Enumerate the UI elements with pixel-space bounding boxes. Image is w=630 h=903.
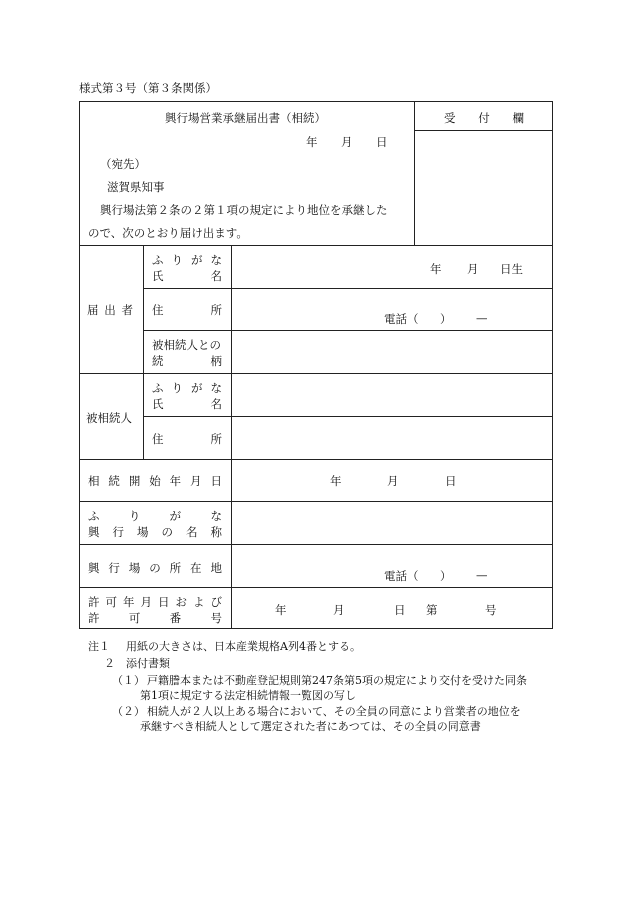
notifier-phone-label: 電話（: [384, 312, 419, 326]
venue-phone-label: 電話（: [384, 569, 419, 583]
notifier-birth-month: 月: [467, 262, 479, 276]
note-2-1-line-1: 戸籍謄本または不動産登記規則第247条第5項の規定により交付を受けた同条: [147, 674, 527, 687]
notifier-relation-line-1: 被相続人との: [152, 338, 221, 352]
note-2-2-marker: （２）: [112, 705, 145, 718]
venue-location-label: 興 行 場 の 所 在 地: [88, 561, 222, 575]
statement-line-2: ので、次のとおり届け出ます。: [88, 226, 248, 240]
venue-phone-close: ）: [440, 569, 452, 583]
permit-year: 年: [275, 603, 287, 617]
notifier-address-label: 住 所: [152, 303, 222, 317]
decedent-address-label: 住 所: [152, 432, 222, 446]
date-day: 日: [376, 135, 388, 149]
inheritance-start-month: 月: [387, 474, 399, 488]
note-2-marker: ２: [104, 657, 115, 670]
notifier-phone-close: ）: [440, 312, 452, 326]
statement-line-1: 興行場法第２条の２第１項の規定により地位を承継した: [100, 203, 388, 217]
decedent-group-label: 被相続人: [86, 411, 132, 425]
decedent-furigana-label: ふ り が な: [152, 381, 222, 395]
form-number: 様式第３号（第３条関係）: [79, 81, 217, 95]
note-2-1-marker: （１）: [112, 674, 145, 687]
inheritance-start-year: 年: [330, 474, 342, 488]
note-2-text: 添付書類: [126, 657, 170, 670]
decedent-name-label: 氏 名: [152, 397, 222, 411]
notifier-phone-dash: —: [476, 311, 488, 325]
date-month: 月: [341, 135, 353, 149]
inheritance-start-label: 相 続 開 始 年 月 日: [88, 474, 222, 488]
table-left-border: [79, 101, 80, 629]
note-1-marker: 注１: [88, 640, 110, 653]
permit-label-line-1: 許 可 年 月 日 お よ び: [88, 595, 222, 609]
notifier-birth-year: 年: [430, 262, 442, 276]
notifier-name-label: 氏 名: [152, 269, 222, 283]
permit-day: 日: [394, 603, 406, 617]
note-2-1-line-2: 第1項に規定する法定相続情報一覧図の写し: [140, 689, 356, 702]
permit-label-line-2: 許 可 番 号: [88, 611, 222, 625]
note-2-2-line-2: 承継すべき相続人として選定された者にあつては、その全員の同意書: [140, 720, 481, 733]
table-top-border: [79, 101, 552, 102]
notifier-group-label: 届 出 者: [87, 303, 133, 317]
note-1-text: 用紙の大きさは、日本産業規格A列4番とする。: [126, 640, 361, 653]
table-bottom-border: [79, 628, 552, 629]
inheritance-start-day: 日: [445, 474, 457, 488]
addressee: 滋賀県知事: [107, 180, 165, 194]
permit-month: 月: [333, 603, 345, 617]
form-title: 興行場営業承継届出書（相続）: [165, 111, 326, 125]
reception-header-line: [414, 130, 552, 131]
venue-furigana-label: ふ り が な: [88, 509, 222, 523]
venue-name-label: 興 行 場 の 名 称: [88, 525, 222, 539]
table-right-border: [552, 101, 553, 629]
notifier-birth-suffix: 日生: [500, 262, 523, 276]
reception-header: 受 付 欄: [444, 111, 524, 125]
reception-divider: [414, 101, 415, 245]
venue-phone-dash: —: [476, 568, 488, 582]
notifier-furigana-label: ふ り が な: [152, 253, 222, 267]
addressee-prefix: （宛先）: [100, 157, 146, 171]
notifier-relation-line-2: 続 柄: [152, 354, 222, 368]
permit-number-prefix: 第: [426, 603, 438, 617]
date-year: 年: [306, 135, 318, 149]
note-2-2-line-1: 相続人が２人以上ある場合において、その全員の同意により営業者の地位を: [147, 705, 521, 718]
permit-number-suffix: 号: [485, 603, 497, 617]
